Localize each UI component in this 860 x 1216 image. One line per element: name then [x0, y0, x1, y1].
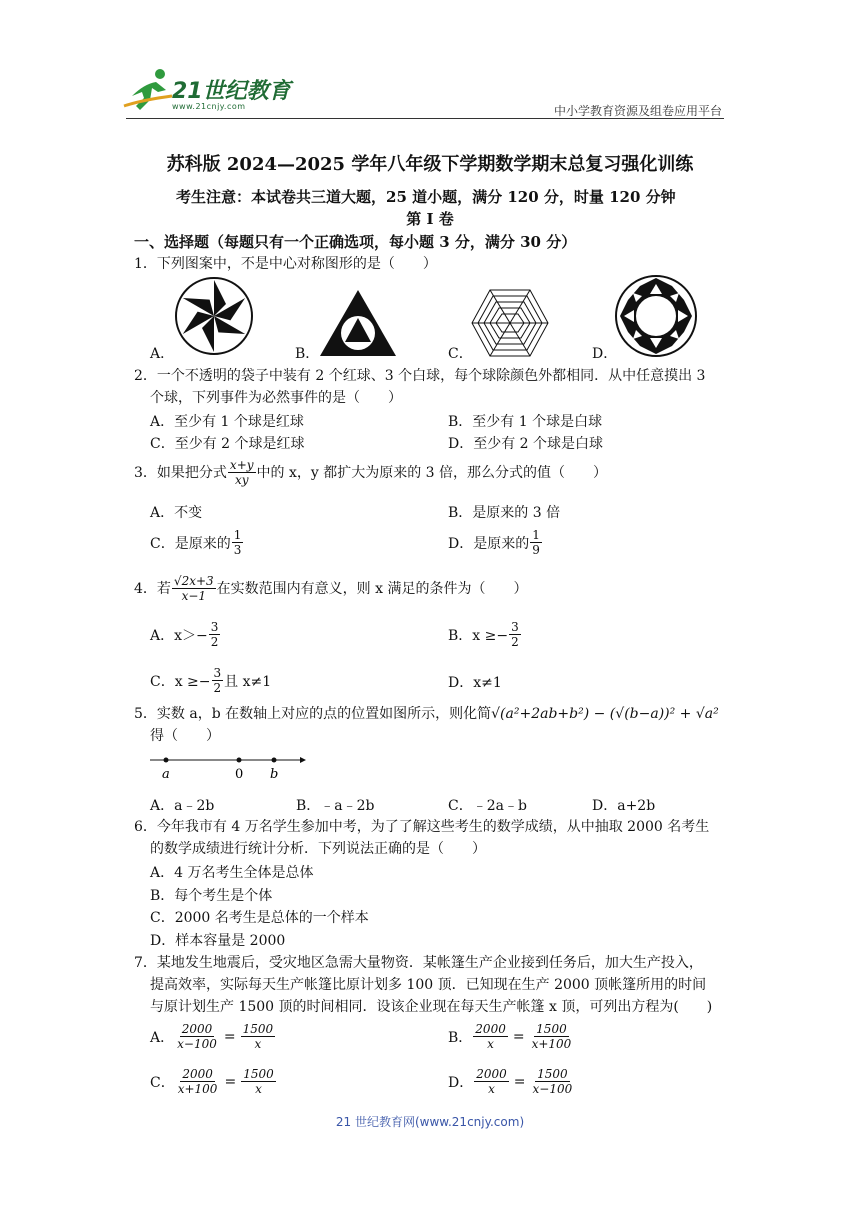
q7-option-b: [448, 1022, 574, 1051]
q4-option-c-post: 且 x≠1: [224, 673, 272, 690]
header-rule: [126, 118, 724, 119]
q2-option-d: D．至少有 2 个球是白球: [448, 436, 604, 452]
q5-stem-line1: [134, 704, 719, 724]
q3-fraction: [228, 458, 256, 487]
q7-c-label: C．: [150, 1074, 175, 1091]
q4-stem-post: 在实数范围内有意义，则 x 满足的条件为（ ）: [216, 580, 528, 597]
q3-c-num: 1: [233, 528, 242, 542]
q7-a-n1: 2000: [181, 1022, 213, 1036]
q7-c-n1: 2000: [182, 1067, 213, 1081]
q7-d-frac1: [474, 1067, 509, 1096]
q7-c-d2: x: [255, 1082, 262, 1096]
q7-stem-line1: 7．某地发生地震后，受灾地区急需大量物资．某帐篷生产企业接到任务后，加大生产投入，: [134, 955, 703, 971]
exam-notice: 考生注意：本试卷共三道大题，25 道小题，满分 120 分，时量 120 分钟: [176, 188, 676, 206]
q2-option-a: A．至少有 1 个球是红球: [150, 414, 304, 430]
axis-label-b: b: [270, 767, 279, 782]
hexagon-figure: [470, 288, 550, 358]
q7-d-d1: x: [488, 1082, 495, 1096]
q4-stem: [134, 574, 527, 603]
triangle-figure: [318, 288, 398, 358]
section-heading: 一、选择题（每题只有一个正确选项，每小题 3 分，满分 30 分）: [134, 233, 577, 251]
q4-a-num: 3: [210, 620, 219, 634]
q7-b-n2: 1500: [536, 1022, 567, 1036]
q7-stem-line2: 提高效率，实际每天生产帐篷比原计划多 100 顶．已知现在生产 2000 顶帐篷所用的时间: [150, 977, 707, 993]
q6-stem-line1: 6．今年我市有 4 万名学生参加中考，为了了解这些考生的数学成绩，从中抽取 2000 名考生: [134, 819, 710, 835]
q7-d-label: D．: [448, 1074, 474, 1091]
q4-option-c-text: C．x ≥−: [150, 673, 211, 690]
q7-a-eq: =: [223, 1028, 236, 1045]
q3-option-d-frac: [530, 528, 542, 557]
q7-option-a: [150, 1022, 276, 1051]
q5-option-c: C．﹣2a﹣b: [448, 798, 527, 814]
q7-b-frac1: [473, 1022, 508, 1051]
q2-option-b: B．至少有 1 个球是白球: [448, 414, 603, 430]
q6-stem-line2: 的数学成绩进行统计分析．下列说法正确的是（ ）: [150, 841, 486, 857]
q4-c-num: 3: [213, 666, 222, 680]
q4-b-num: 3: [511, 620, 519, 634]
q7-a-frac1: [175, 1022, 219, 1051]
q7-c-n2: 1500: [243, 1067, 274, 1081]
q4-option-d: D．x≠1: [448, 675, 502, 691]
q3-c-den: 3: [233, 543, 242, 557]
q7-a-n2: 1500: [242, 1022, 274, 1036]
pinwheel-figure: [174, 276, 254, 356]
q6-option-b: B．每个考生是个体: [150, 888, 273, 904]
logo-url: www.21cnjy.com: [172, 102, 246, 111]
axis-label-0: 0: [235, 767, 244, 782]
q7-d-frac2: [531, 1067, 575, 1096]
q4-option-c-frac: [212, 666, 224, 695]
q1-label-b: B．: [295, 346, 320, 362]
q5-stem-text: 5．实数 a，b 在数轴上对应的点的位置如图所示，则化简: [134, 706, 492, 722]
q4-option-a-frac: [209, 620, 221, 649]
q3-option-c-text: C．是原来的: [150, 535, 231, 552]
q1-label-c: C．: [448, 346, 473, 362]
q7-b-n1: 2000: [475, 1022, 506, 1036]
axis-label-a: a: [162, 767, 170, 782]
q3-option-c: [150, 528, 244, 557]
number-line: [148, 752, 308, 784]
q4-c-den: 2: [213, 681, 222, 695]
q5-option-d: D．a+2b: [592, 798, 656, 814]
q7-d-eq: =: [513, 1073, 526, 1090]
q4-stem-pre: 4．若: [134, 580, 171, 597]
q3-option-d-text: D．是原来的: [448, 535, 530, 552]
q3-stem-post: 中的 x，y 都扩大为原来的 3 倍，那么分式的值（ ）: [256, 464, 608, 481]
q4-option-c: [150, 666, 271, 695]
q7-b-d1: x: [487, 1037, 494, 1051]
q7-a-label: A．: [150, 1029, 175, 1046]
q2-stem-line1: 2．一个不透明的袋子中装有 2 个红球、3 个白球，每个球除颜色外都相同．从中任意摸出 3: [134, 368, 706, 384]
q3-d-num: 1: [532, 528, 540, 542]
q7-option-c: [150, 1067, 277, 1096]
q7-b-eq: =: [512, 1028, 525, 1045]
q3-stem-pre: 3．如果把分式: [134, 464, 227, 481]
page-footer[interactable]: 21 世纪教育网(www.21cnjy.com): [335, 1115, 525, 1129]
q5-stem-line2: 得（ ）: [150, 728, 220, 744]
q7-d-n2: 1500: [537, 1067, 568, 1081]
q4-option-b-text: B．x ≥−: [448, 627, 509, 644]
q5-option-b: B．﹣a﹣2b: [296, 798, 375, 814]
q5-option-a: A．a﹣2b: [150, 798, 215, 814]
exam-title: 苏科版 2024—2025 学年八年级下学期数学期末总复习强化训练: [166, 154, 694, 175]
octagon-figure: [614, 274, 698, 358]
q7-c-frac1: [176, 1067, 220, 1096]
q7-a-d1: x−100: [177, 1037, 217, 1051]
q7-b-frac2: [530, 1022, 574, 1051]
q3-d-den: 9: [532, 543, 540, 557]
q2-option-c: C．至少有 2 个球是红球: [150, 436, 305, 452]
q7-stem-line3: 与原计划生产 1500 顶的时间相同．设该企业现在每天生产帐篷 x 顶，可列出方程为( ): [150, 999, 713, 1015]
q3-option-a: A．不变: [150, 505, 203, 521]
q7-d-n1: 2000: [476, 1067, 507, 1081]
site-logo: [122, 66, 292, 116]
q4-option-b: [448, 620, 522, 649]
q7-c-d1: x+100: [177, 1082, 218, 1096]
q4-frac-den: x−1: [181, 589, 207, 603]
q7-c-eq: =: [224, 1073, 237, 1090]
q3-option-c-frac: [232, 528, 244, 557]
q6-option-d: D．样本容量是 2000: [150, 933, 286, 949]
q4-a-den: 2: [210, 635, 219, 649]
platform-name: 中小学教育资源及组卷应用平台: [553, 104, 722, 118]
q4-b-den: 2: [511, 635, 519, 649]
q1-label-a: A．: [150, 346, 175, 362]
q7-c-frac2: [241, 1067, 276, 1096]
q6-option-c: C．2000 名考生是总体的一个样本: [150, 910, 369, 926]
q5-expression: √(a²+2ab+b²) − (√(b−a))² + √a²: [491, 706, 719, 722]
q7-a-frac2: [241, 1022, 276, 1051]
q7-b-label: B．: [448, 1029, 473, 1046]
logo-text: 21世纪教育: [172, 79, 291, 104]
q3-frac-num: x+y: [229, 458, 254, 472]
q1-label-d: D．: [592, 346, 618, 362]
q7-a-d2: x: [254, 1037, 262, 1051]
q7-b-d2: x+100: [531, 1037, 572, 1051]
q2-stem-line2: 个球，下列事件为必然事件的是（ ）: [150, 390, 402, 406]
q4-option-a-text: A．x＞−: [150, 627, 208, 644]
q7-option-d: [448, 1067, 575, 1096]
q4-frac-num: √2x+3: [173, 574, 214, 588]
q4-option-a: [150, 620, 221, 649]
q4-fraction: [172, 574, 216, 603]
q7-d-d2: x−100: [532, 1082, 573, 1096]
q3-stem: [134, 458, 607, 487]
q3-option-d: [448, 528, 543, 557]
q1-stem: 1．下列图案中，不是中心对称图形的是（ ）: [134, 256, 437, 272]
volume-label: 第 I 卷: [406, 210, 454, 228]
q3-frac-den: xy: [234, 473, 249, 487]
q4-option-b-frac: [509, 620, 521, 649]
q6-option-a: A．4 万名考生全体是总体: [150, 865, 314, 881]
q3-option-b: B．是原来的 3 倍: [448, 505, 561, 521]
